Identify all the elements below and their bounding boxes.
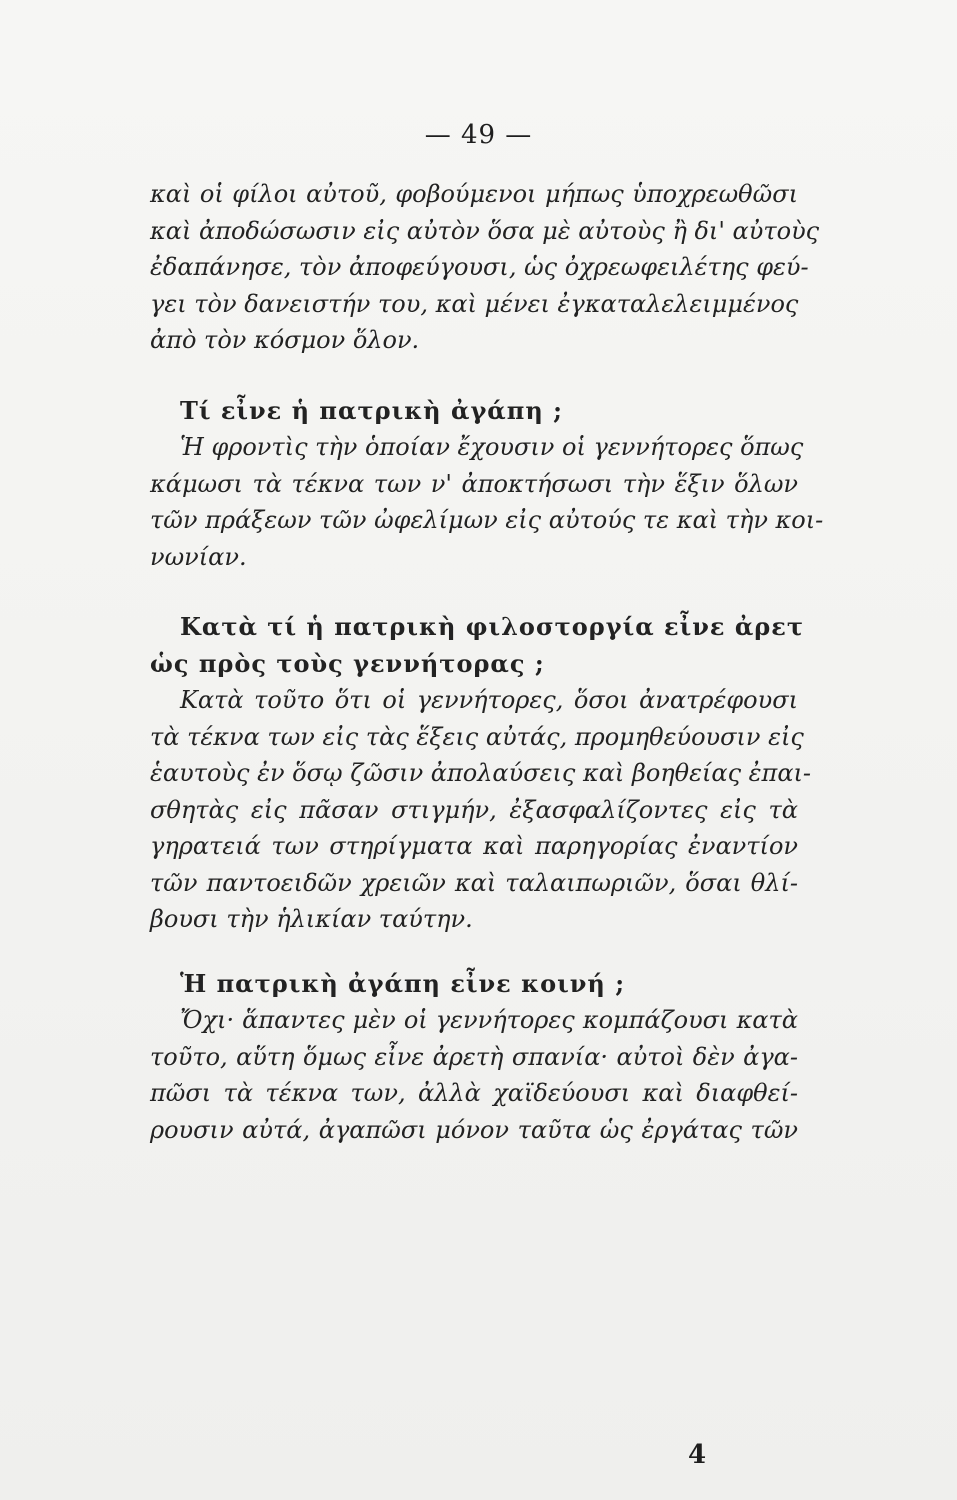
text-line: Ἡ φροντὶς τὴν ὁποίαν ἔχουσιν οἱ γεννήτορες ὅπως [180, 433, 804, 461]
text-line: ἑαυτοὺς ἐν ὅσῳ ζῶσιν ἀπολαύσεις καὶ βοηθείας ἐπαι- [150, 759, 812, 787]
text-line: τῶν παντοειδῶν χρειῶν καὶ ταλαιπωριῶν, ὅσαι θλί- [150, 868, 798, 897]
text-line: τῶν πράξεων τῶν ὠφελίμων εἰς αὐτούς τε καὶ τὴν κοι- [150, 506, 824, 534]
text-line: καὶ ἀποδώσωσιν εἰς αὐτὸν ὅσα μὲ αὐτοὺς ἢ δι' αὐτοὺς [150, 216, 820, 245]
text-line: τὰ τέκνα των εἰς τὰς ἕξεις αὐτάς, προμηθεύουσιν εἰς [150, 722, 804, 751]
text-line: κάμωσι τὰ τέκνα των ν' ἀποκτήσωσι τὴν ἕξιν ὅλων [150, 469, 798, 498]
page-text-block [150, 176, 824, 1148]
text-line: καὶ οἱ φίλοι αὐτοῦ, φοβούμενοι μήπως ὑποχρεωθῶσι [150, 180, 798, 208]
text-line: βουσι τὴν ἡλικίαν ταύτην. [150, 905, 473, 933]
text-line: σθητὰς εἰς πᾶσαν στιγμήν, ἐξασφαλίζοντες εἰς τὰ [150, 795, 798, 824]
text-line: τοῦτο, αὕτη ὅμως εἶνε ἀρετὴ σπανία· αὐτοὶ δὲν ἀγα- [150, 1042, 798, 1071]
section-question-heading: Κατὰ τί ἡ πατρικὴ φιλοστοργία εἶνε ἀρετ [180, 612, 804, 641]
text-line: ρουσιν αὐτά, ἀγαπῶσι μόνον ταῦτα ὡς ἐργάτας τῶν [150, 1115, 798, 1144]
spacer [150, 575, 798, 609]
text-line: Ὄχι· ἅπαντες μὲν οἱ γεννήτορες κομπάζουσι κατὰ [180, 1006, 798, 1034]
spacer [150, 359, 798, 393]
text-line: γηρατειά των στηρίγματα καὶ παρηγορίας ἐναντίον [150, 832, 798, 860]
text-line: νωνίαν. [150, 542, 247, 571]
section-question-heading: Τί εἶνε ἡ πατρικὴ ἀγάπη ; [180, 395, 563, 425]
section-question-heading: Ἡ πατρικὴ ἀγάπη εἶνε κοινή ; [180, 968, 626, 998]
signature-mark: 4 [688, 1440, 707, 1470]
text-line: ἀπὸ τὸν κόσμον ὅλον. [150, 326, 420, 354]
text-line: γει τὸν δανειστήν του, καὶ μένει ἐγκαταλελειμμένος [150, 289, 799, 318]
spacer [150, 938, 798, 966]
section-question-heading-cont: ὡς πρὸς τοὺς γεννήτορας ; [150, 648, 545, 678]
page-number: — 49 — [424, 120, 533, 150]
text-line: πῶσι τὰ τέκνα των, ἀλλὰ χαϊδεύουσι καὶ διαφθεί- [150, 1079, 798, 1107]
text-line: Κατὰ τοῦτο ὅτι οἱ γεννήτορες, ὅσοι ἀνατρέφουσι [180, 686, 798, 714]
text-line: ἐδαπάνησε, τὸν ἀποφεύγουσι, ὡς ὀχρεωφειλέτης φεύ- [150, 253, 809, 281]
